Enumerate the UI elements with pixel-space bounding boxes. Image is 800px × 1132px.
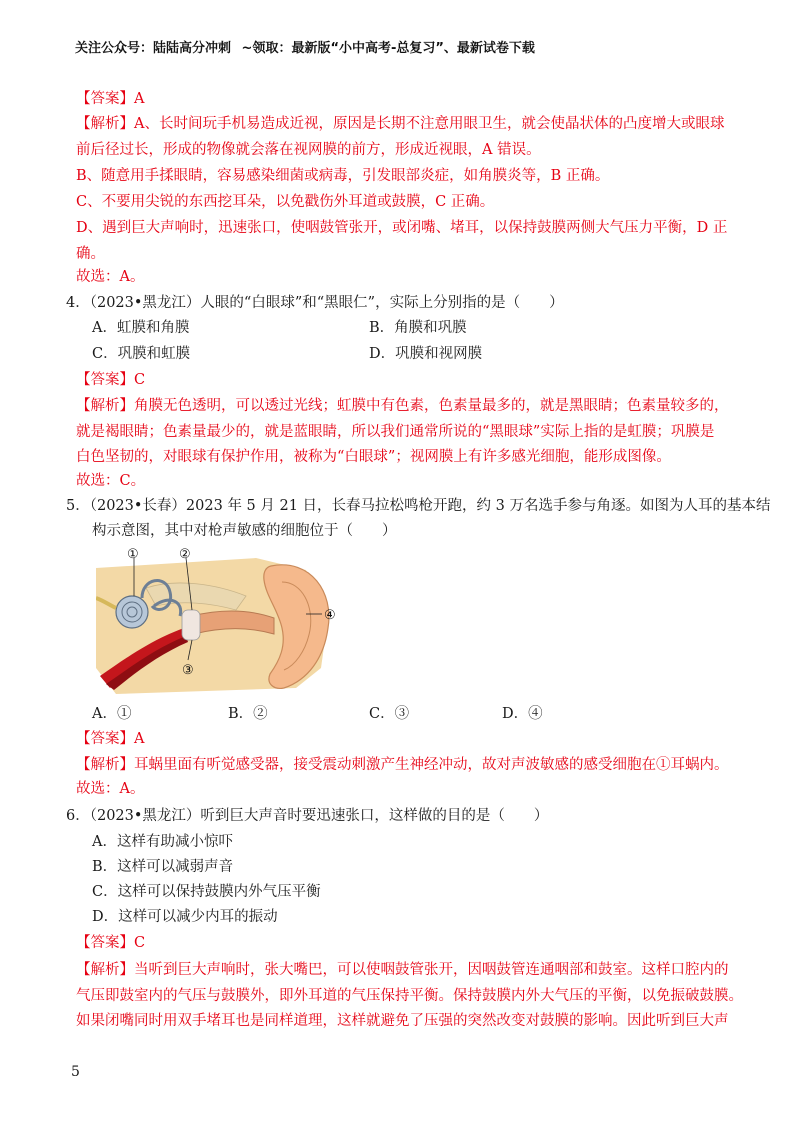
q6-option-c: C．这样可以保持鼓膜内外气压平衡 xyxy=(92,884,321,900)
q4-option-d: D．巩膜和视网膜 xyxy=(369,346,483,362)
q4-option-b: B．角膜和巩膜 xyxy=(369,320,467,336)
q6-analysis-line-1: 【解析】当听到巨大声响时，张大嘴巴，可以使咽鼓管张开，因咽鼓管连通咽部和鼓室。这样口腔内的 xyxy=(76,962,729,978)
q5-answer: 【答案】A xyxy=(76,731,145,747)
figure-label-4: ④ xyxy=(324,608,336,623)
q5-option-d: D．④ xyxy=(502,706,543,722)
ear-diagram xyxy=(96,548,346,696)
q6-analysis-line-3: 如果闭嘴同时用双手堵耳也是同样道理，这样就避免了压强的突然改变对鼓膜的影响。因此听到巨大声 xyxy=(76,1013,729,1029)
header-text-2: ~领取：最新版“小中高考-总复习”、最新试卷下载 xyxy=(241,41,535,56)
q4-analysis-line-3: 白色坚韧的，对眼球有保护作用，被称为“白眼球”；视网膜上有许多感光细胞，能形成图像。 xyxy=(76,449,671,465)
q4-answer: 【答案】C xyxy=(76,372,146,388)
page-header xyxy=(75,37,535,56)
header-text-1: 关注公众号：陆陆高分冲刺 xyxy=(75,41,232,56)
figure-label-1: ① xyxy=(127,548,139,562)
q5-option-a: A．① xyxy=(92,706,132,722)
q3-answer: 【答案】A xyxy=(76,91,145,107)
q4-analysis-line-1: 【解析】角膜无色透明，可以透过光线；虹膜中有色素，色素量最多的，就是黑眼睛；色素量较多的， xyxy=(76,398,729,414)
q5-option-b: B．② xyxy=(228,706,268,722)
q5-conclusion: 故选：A。 xyxy=(76,781,145,797)
figure-label-3: ③ xyxy=(182,663,194,678)
q3-analysis-line-6: 确。 xyxy=(76,246,105,262)
q4-analysis-line-2: 就是褐眼睛；色素量最少的，就是蓝眼睛，所以我们通常所说的“黑眼球”实际上指的是虹膜；巩膜是 xyxy=(76,424,715,440)
q5-option-c: C．③ xyxy=(369,706,410,722)
q6-option-d: D．这样可以减少内耳的振动 xyxy=(92,909,278,925)
q6-answer: 【答案】C xyxy=(76,935,146,951)
q3-analysis-line-2: 前后径过长，形成的物像就会落在视网膜的前方，形成近视眼，A 错误。 xyxy=(76,142,541,158)
page-number: 5 xyxy=(71,1064,80,1080)
q4-option-a: A．虹膜和角膜 xyxy=(92,320,190,336)
q6-option-b: B．这样可以减弱声音 xyxy=(92,859,234,875)
q6-stem: 6．（2023•黑龙江）听到巨大声音时要迅速张口，这样做的目的是（ ） xyxy=(66,808,549,824)
ear-structure-figure xyxy=(96,548,346,696)
q4-stem: 4．（2023•黑龙江）人眼的“白眼球”和“黑眼仁”，实际上分别指的是（ ） xyxy=(66,295,564,311)
q5-stem-line-1: 5．（2023•长春）2023 年 5 月 21 日，长春马拉松鸣枪开跑，约 3 万名选手参与角逐。如图为人耳的基本结 xyxy=(66,498,771,514)
figure-label-2: ② xyxy=(179,548,191,562)
q5-analysis-line-1: 【解析】耳蜗里面有听觉感受器，接受震动刺激产生神经冲动，故对声波敏感的感受细胞在①耳蜗内。 xyxy=(76,757,729,773)
q6-analysis-line-2: 气压即鼓室内的气压与鼓膜外，即外耳道的气压保持平衡。保持鼓膜内外大气压的平衡，以免振破鼓膜。 xyxy=(76,988,743,1004)
q3-analysis-line-5: D、遇到巨大声响时，迅速张口，使咽鼓管张开，或闭嘴、堵耳，以保持鼓膜两侧大气压力平衡，D 正 xyxy=(76,220,728,236)
q3-analysis-line-1: 【解析】A、长时间玩手机易造成近视，原因是长期不注意用眼卫生，就会使晶状体的凸度增大或眼球 xyxy=(76,116,725,132)
q3-analysis-line-3: B、随意用手揉眼睛，容易感染细菌或病毒，引发眼部炎症，如角膜炎等，B 正确。 xyxy=(76,168,610,184)
q6-option-a: A．这样有助减小惊吓 xyxy=(92,834,233,850)
q4-option-c: C．巩膜和虹膜 xyxy=(92,346,191,362)
q3-analysis-line-4: C、不要用尖锐的东西挖耳朵，以免戳伤外耳道或鼓膜，C 正确。 xyxy=(76,194,495,210)
q5-stem-line-2: 构示意图，其中对枪声敏感的细胞位于（ ） xyxy=(92,523,397,539)
q4-conclusion: 故选：C。 xyxy=(76,473,146,489)
q3-conclusion: 故选：A。 xyxy=(76,269,145,285)
